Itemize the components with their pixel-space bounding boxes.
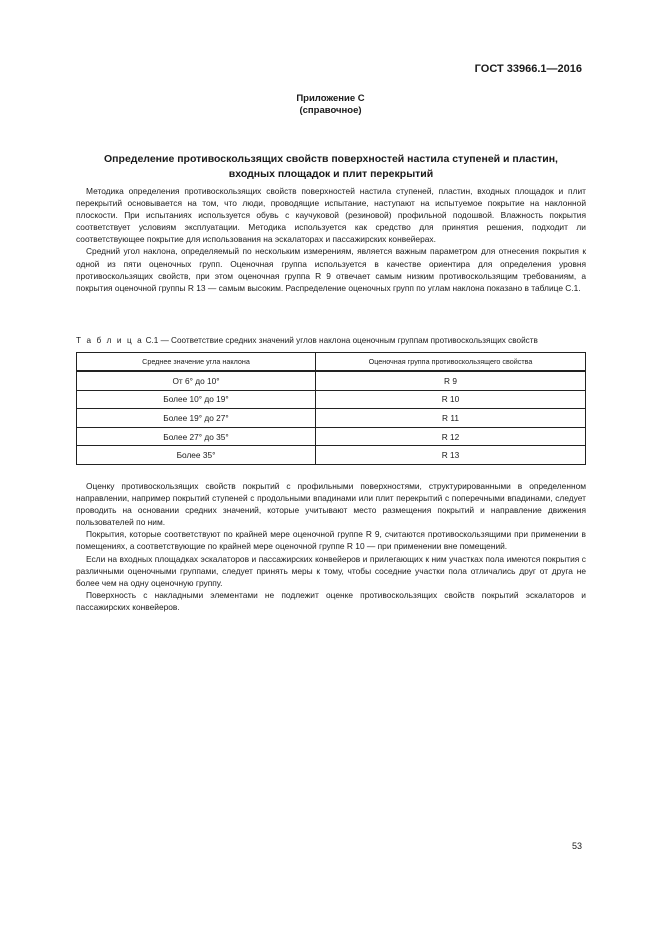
table-cell-angle: Более 35° [77, 446, 316, 465]
table-caption-text: С.1 — Соответствие средних значений углов наклона оценочным группам противоскользящих свойств [143, 336, 538, 345]
table-row [77, 371, 586, 390]
table-row [77, 446, 586, 465]
table-cell-group: R 13 [316, 446, 586, 465]
slip-resistance-table [76, 352, 586, 465]
table-header-row [77, 353, 586, 372]
body-text-before-table [76, 185, 586, 294]
table-header-cell: Среднее значение угла наклона [77, 353, 316, 372]
section-title-line-2: входных площадок и плит перекрытий [228, 167, 434, 180]
annex-title: Приложение С [296, 93, 365, 104]
table-cell-angle: Более 19° до 27° [77, 409, 316, 428]
table-cell-angle: Более 27° до 35° [77, 427, 316, 446]
table-cell-group: R 9 [316, 371, 586, 390]
table-row [77, 409, 586, 428]
table-row [77, 390, 586, 409]
table-cell-group: R 11 [316, 409, 586, 428]
paragraph: Покрытия, которые соответствуют по крайней мере оценочной группе R 9, считаются противоскользящими при применении в помещениях, а соответствующие по крайней мере оценочной группе R 10 — при применении вне помещений. [76, 529, 586, 552]
paragraph: Поверхность с накладными элементами не подлежит оценке противоскользящих свойств покрытий эскалаторов и пассажирских конвейеров. [76, 589, 586, 612]
paragraph: Методика определения противоскользящих свойств поверхностей настила ступеней, пластин, входных площадок и плит перекрытий основывается на том, что люди, проводящие испытание, наступают на испытуемое покрытие на наклонной плоскости. При испытаниях используется обувь с каучуковой (резиновой) профильной подошвой. Влажность покрытия соответствует условиям эксплуатации. Методика используется как средство для принятия решения, подходит ли соответствующее покрытие для использования на эскалаторах и пассажирских конвейерах. [76, 186, 586, 245]
table-caption-label: Т а б л и ц а [76, 336, 144, 345]
table-cell-group: R 12 [316, 427, 586, 446]
table-cell-group: R 10 [316, 390, 586, 409]
body-text-after-table [76, 480, 586, 613]
paragraph: Если на входных площадках эскалаторов и пассажирских конвейеров и прилегающих к ним участках пола имеются покрытия с различными оценочными группами, следует принять меры к тому, чтобы соседние участки пола отличались друг от друга не более чем на одну оценочную группу. [76, 553, 586, 588]
table-row [77, 427, 586, 446]
table-cell-angle: Более 10° до 19° [77, 390, 316, 409]
table-caption [76, 336, 596, 345]
paragraph: Оценку противоскользящих свойств покрытий с профильными поверхностями, структурированными в определенном направлении, например покрытий ступеней с продольными впадинами или плит перекрытий с поперечными впадинами, следует проводить на основании средних значений, которые учитывают место размещения покрытий и направление движения пользователей по ним. [76, 481, 586, 528]
page-number: 53 [571, 841, 582, 851]
table-cell-angle: От 6° до 10° [77, 371, 316, 390]
section-title-line-1: Определение противоскользящих свойств поверхностей настила ступеней и пластин, [104, 153, 558, 165]
table-header-cell: Оценочная группа противоскользящего свойства [316, 353, 586, 372]
annex-subtitle: (справочное) [299, 105, 362, 116]
section-title [76, 152, 586, 181]
paragraph: Средний угол наклона, определяемый по нескольким измерениям, является важным параметром для отнесения покрытия к одной из пяти оценочных групп. Оценочная группа используется в качестве ориентира для определения уровня противоскользящих свойств, при этом оценочная группа R 9 отвечает самым низким противоскользящим требованиям, а покрытия оценочной группы R 13 — самым высоким. Распределение оценочных групп по углам наклона показано в таблице С.1. [76, 246, 586, 293]
standard-number: ГОСТ 33966.1—2016 [474, 63, 582, 75]
annex-heading [0, 93, 661, 117]
